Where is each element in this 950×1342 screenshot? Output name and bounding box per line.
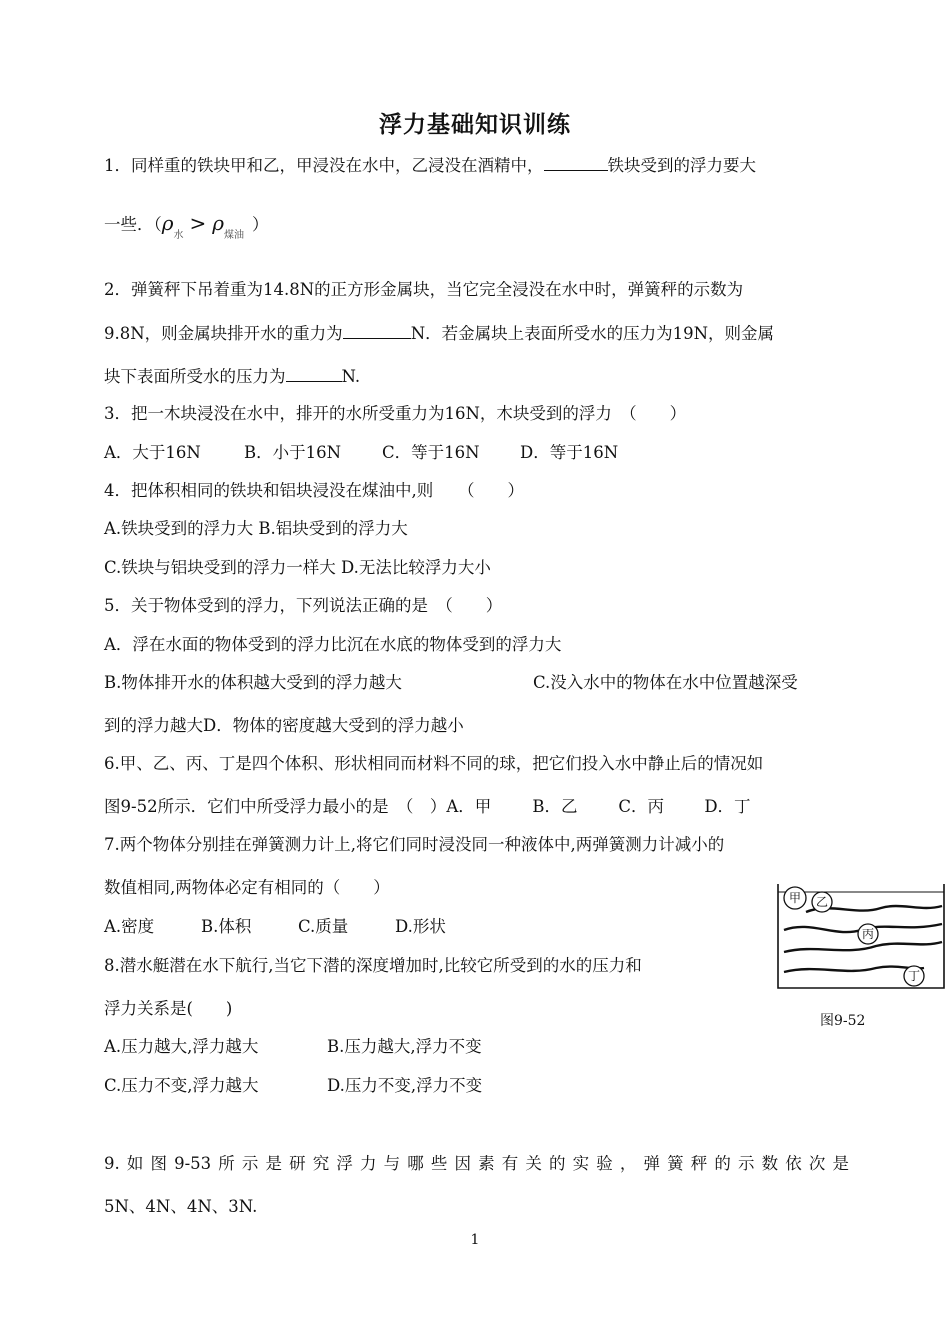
ball-label-ding: 丁	[907, 969, 921, 983]
q2-answer-blank-2[interactable]	[286, 365, 342, 382]
q3-option-c[interactable]: C．等于16N	[382, 443, 480, 462]
q3-option-d[interactable]: D．等于16N	[520, 443, 619, 462]
question-2-line-2	[104, 322, 849, 345]
question-4-options-cd: C.铁块与铝块受到的浮力一样大 D.无法比较浮力大小	[104, 558, 491, 577]
question-3-options	[104, 442, 849, 464]
q6-option-a[interactable]: A．甲	[446, 797, 492, 816]
q1-text-b: 铁块受到的浮力要大	[607, 156, 756, 175]
question-7-line-1: 7.两个物体分别挂在弹簧测力计上,将它们同时浸没同一种液体中,两弹簧测力计减小的	[104, 835, 725, 854]
page-title: 浮力基础知识训练	[379, 112, 571, 138]
question-1-line-2	[104, 212, 849, 239]
question-2-line-3	[104, 365, 849, 388]
q1-text-a: 1．同样重的铁块甲和乙，甲浸没在水中，乙浸没在酒精中，	[104, 156, 544, 175]
question-5-stem: 5．关于物体受到的浮力，下列说法正确的是 （ ）	[104, 596, 503, 615]
ball-label-bing: 丙	[861, 927, 875, 941]
q7-option-a[interactable]: A.密度	[104, 917, 155, 936]
q1-close-paren: ）	[252, 215, 269, 234]
question-4-stem: 4．把体积相同的铁块和铝块浸没在煤油中,则 （ ）	[104, 481, 524, 500]
q7-option-c[interactable]: C.质量	[298, 917, 349, 936]
question-1-line-1	[104, 154, 849, 177]
question-8-options-cd	[104, 1075, 849, 1097]
question-6-line-2	[104, 796, 849, 818]
q8-option-d[interactable]: D.压力不变,浮力不变	[327, 1076, 483, 1095]
question-4-options-ab: A.铁块受到的浮力大 B.铝块受到的浮力大	[104, 519, 408, 538]
q1-answer-blank[interactable]	[544, 154, 608, 171]
question-9-line-1: 9.如图9-53所示是研究浮力与哪些因素有关的实验，弹簧秤的示数依次是	[104, 1154, 849, 1173]
question-9-line-2: 5N、4N、4N、3N.	[104, 1197, 258, 1216]
q2-text-a: 9.8N，则金属块排开水的重力为	[104, 324, 343, 343]
question-5-options-bc	[104, 672, 849, 694]
question-7-line-2: 数值相同,两物体必定有相同的（ ）	[104, 878, 390, 897]
q6-option-b[interactable]: B．乙	[532, 797, 578, 816]
question-6-line-1: 6.甲、乙、丙、丁是四个体积、形状相同而材料不同的球，把它们投入水中静止后的情况如	[104, 754, 764, 773]
q5-option-c: C.没入水中的物体在水中位置越深受	[533, 673, 798, 692]
ball-label-yi: 乙	[815, 895, 829, 909]
q1-text-c: 一些．（	[104, 215, 162, 234]
water-wave-3	[784, 942, 942, 952]
rho-subscript-kerosene: 煤油	[224, 230, 245, 241]
ball-label-jia: 甲	[788, 891, 802, 905]
rho-symbol-water: ρ	[161, 211, 174, 235]
q7-option-d[interactable]: D.形状	[395, 917, 446, 936]
question-8-line-1: 8.潜水艇潜在水下航行,当它下潜的深度增加时,比较它所受到的水的压力和	[104, 956, 642, 975]
question-3-stem: 3．把一木块浸没在水中，排开的水所受重力为16N，木块受到的浮力 （ ）	[104, 404, 687, 423]
page-number: 1	[470, 1232, 480, 1248]
q2-answer-blank-1[interactable]	[343, 322, 411, 339]
question-2-line-1: 2．弹簧秤下吊着重为14.8N的正方形金属块，当它完全浸没在水中时，弹簧秤的示数为	[104, 280, 744, 299]
greater-than-symbol: >	[189, 211, 207, 235]
q5-option-b: B.物体排开水的体积越大受到的浮力越大	[104, 673, 402, 692]
q8-option-c[interactable]: C.压力不变,浮力越大	[104, 1076, 259, 1095]
q2-text-b: N．若金属块上表面所受水的压力为19N，则金属	[410, 324, 775, 343]
question-8-options-ab	[104, 1036, 849, 1058]
figure-caption: 图9-52	[820, 1013, 866, 1029]
q6-option-c[interactable]: C．丙	[618, 797, 664, 816]
q2-text-d: N.	[341, 367, 361, 386]
q8-option-b[interactable]: B.压力越大,浮力不变	[327, 1037, 482, 1056]
water-wave-4	[784, 967, 924, 972]
q5-option-cd-continued: 到的浮力越大D．物体的密度越大受到的浮力越小	[104, 716, 464, 735]
question-7-options	[104, 916, 849, 938]
q5-option-a: A．浮在水面的物体受到的浮力比沉在水底的物体受到的浮力大	[104, 635, 562, 654]
rho-subscript-water: 水	[173, 230, 184, 241]
q3-option-b[interactable]: B．小于16N	[244, 443, 342, 462]
question-8-line-2: 浮力关系是( )	[104, 999, 233, 1018]
q6-stem: 图9-52所示．它们中所受浮力最小的是 （ ）	[104, 797, 447, 816]
q7-option-b[interactable]: B.体积	[201, 917, 252, 936]
q6-option-d[interactable]: D．丁	[704, 797, 751, 816]
q3-option-a[interactable]: A．大于16N	[104, 443, 201, 462]
q2-text-c: 块下表面所受水的压力为	[104, 367, 286, 386]
q8-option-a[interactable]: A.压力越大,浮力越大	[104, 1037, 259, 1056]
rho-symbol-kerosene: ρ	[212, 211, 225, 235]
figure-9-52-water-tank	[776, 882, 946, 990]
